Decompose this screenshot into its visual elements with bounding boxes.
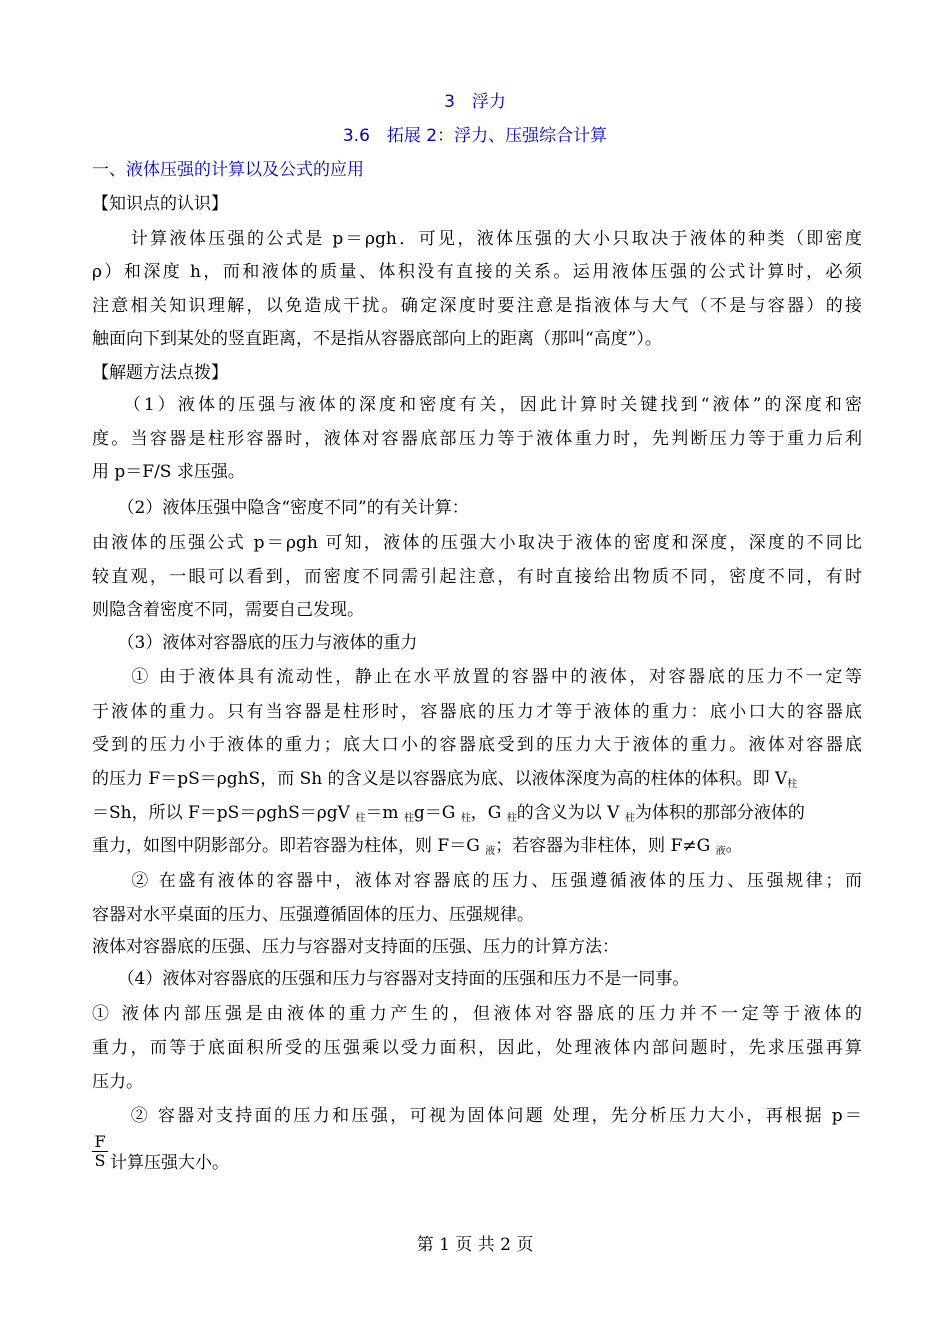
- text-segment: ＝Sh，所以 F＝pS＝ρghS＝ρgV: [92, 803, 356, 823]
- text-segment: 为体积的那部分液体的: [634, 803, 805, 823]
- subscript-zhu: 柱: [506, 813, 517, 824]
- para2-line: 用 p＝F/S 求压强。: [92, 462, 245, 482]
- para3-title: （2）液体压强中隐含“密度不同”的有关计算：: [92, 498, 469, 518]
- para4-line-text: 的压力 F＝pS＝ρghS，而 Sh 的含义是以容器底为底、以液体深度为高的柱体的体积。即 V: [92, 769, 788, 789]
- para2-line: （1）液体的压强与液体的深度和密度有关，因此计算时关键找到“液体”的深度和密: [92, 395, 862, 415]
- label-method: 【解题方法点拨】: [92, 363, 228, 383]
- subscript-zhu: 柱: [460, 813, 471, 824]
- para1-line: 注意相关知识理解，以免造成干扰。确定深度时要注意是指液体与大气（不是与容器）的接: [92, 296, 862, 316]
- para3-line: 较直观，一眼可以看到，而密度不同需引起注意，有时直接给出物质不同，密度不同，有时: [92, 567, 862, 587]
- subscript-zhu: 柱: [787, 779, 798, 790]
- para4-line: ① 由于液体具有流动性，静止在水平放置的容器中的液体，对容器底的压力不一定等: [92, 667, 862, 687]
- para3-line: 则隐含着密度不同，需要自己发现。: [92, 600, 364, 620]
- subscript-ye: 液: [715, 846, 726, 857]
- para4-line-5: [92, 802, 862, 824]
- subscript-zhu: 柱: [403, 813, 414, 824]
- para1-line: ρ）和深度 h，而和液体的质量、体积没有直接的关系。运用液体压强的公式计算时，必须: [92, 262, 862, 282]
- para7-line: ① 液体内部压强是由液体的重力产生的，但液体对容器底的压力并不一定等于液体的: [92, 1004, 862, 1024]
- label-knowledge: 【知识点的认识】: [92, 194, 228, 214]
- para4-line-6: [92, 835, 862, 857]
- fraction-numerator: F: [92, 1133, 108, 1152]
- heading-1: 一、液体压强的计算以及公式的应用: [92, 160, 364, 180]
- subscript-zhu: 柱: [355, 813, 366, 824]
- para5-line: ② 在盛有液体的容器中，液体对容器底的压力、压强遵循液体的压力、压强规律；而: [92, 871, 862, 891]
- text-segment: ；若容器为非柱体，则 F≠G: [495, 836, 716, 856]
- para4-line: 于液体的重力。只有当容器是柱形时，容器底的压力才等于液体的重力：底小口大的容器底: [92, 702, 862, 722]
- para7-title: （4）液体对容器底的压强和压力与容器对支持面的压强和压力不是一同事。: [92, 969, 690, 989]
- page-footer: 第 1 页 共 2 页: [416, 1235, 534, 1255]
- para4-line: 受到的压力小于液体的重力；底大口小的容器底受到的压力大于液体的重力。液体对容器底: [92, 735, 862, 755]
- para7-line: 压力。: [92, 1072, 143, 1092]
- fraction-denominator: S: [94, 1151, 106, 1170]
- text-segment: ＝m: [365, 803, 404, 823]
- text-segment: ，G: [470, 803, 507, 823]
- para5-line: 容器对水平桌面的压力、压强遵循固体的压力、压强规律。: [92, 905, 534, 925]
- text-segment: 。: [725, 836, 743, 856]
- text-segment: 重力，如图中阴影部分。即若容器为柱体，则 F＝G: [92, 836, 486, 856]
- para8-line: ② 容器对支持面的压力和压强，可视为固体问题 处理，先分析压力大小，再根据 p＝: [92, 1106, 862, 1126]
- para7-line: 重力，而等于底面积所受的压强乘以受力面积，因此，处理液体内部问题时，先求压强再算: [92, 1038, 862, 1058]
- text-segment: g＝G: [413, 803, 461, 823]
- para3-line: 由液体的压强公式 p＝ρgh 可知，液体的压强大小取决于液体的密度和深度，深度的不同比: [92, 533, 862, 553]
- para1-line: 触面向下到某处的竖直距离，不是指从容器底部向上的距离（那叫“高度”）。: [92, 329, 662, 349]
- para8-line: 计算压强大小。: [110, 1153, 229, 1173]
- para6: 液体对容器底的压强、压力与容器对支持面的压强、压力的计算方法：: [92, 937, 619, 957]
- para1-line: 计算液体压强的公式是 p＝ρgh．可见，液体压强的大小只取决于液体的种类（即密度: [92, 229, 862, 249]
- section-title: 3.6 拓展 2：浮力、压强综合计算: [342, 126, 608, 146]
- subscript-zhu: 柱: [624, 813, 635, 824]
- para4-line: [92, 768, 862, 790]
- fraction-f-over-s: [92, 1133, 108, 1170]
- chapter-title: 3 浮力: [444, 92, 506, 112]
- para2-line: 度。当容器是柱形容器时，液体对容器底部压力等于液体重力时，先判断压力等于重力后利: [92, 429, 862, 449]
- text-segment: 的含义为以 V: [516, 803, 625, 823]
- para4-title: （3）液体对容器底的压力与液体的重力: [92, 633, 418, 653]
- subscript-ye: 液: [485, 846, 496, 857]
